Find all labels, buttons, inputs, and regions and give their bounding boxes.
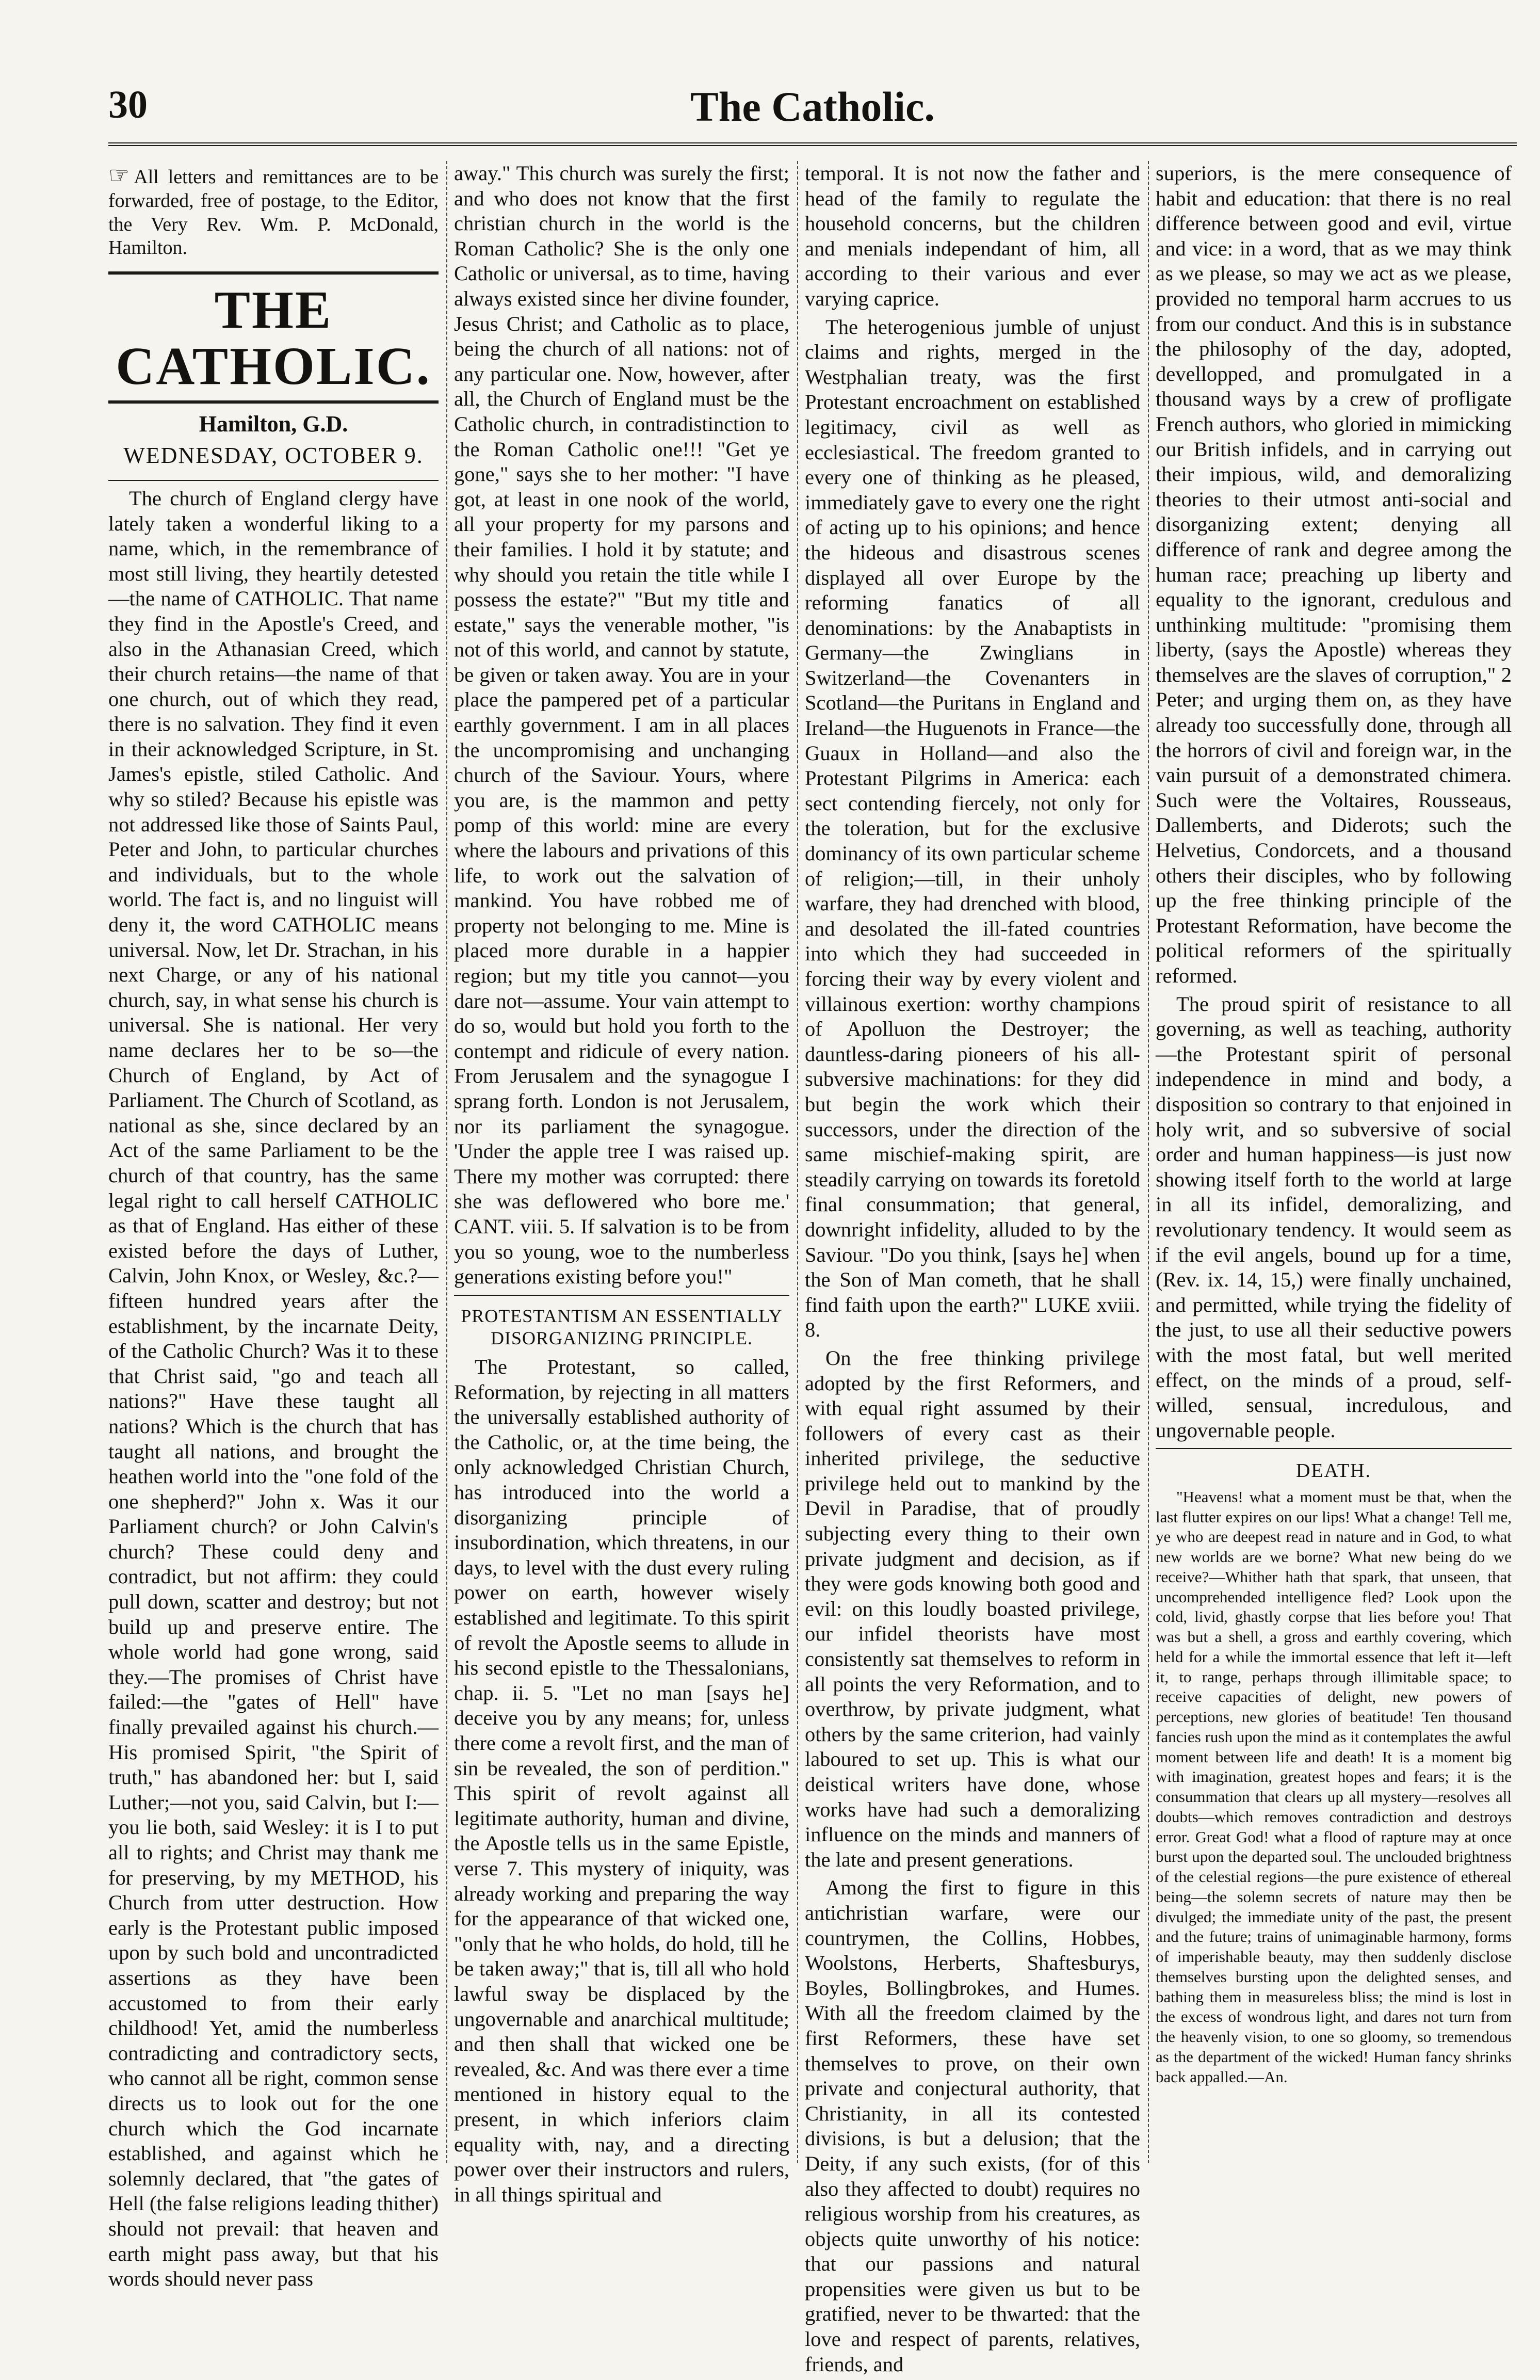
article-paragraph: Among the first to figure in this antichristian warfare, were our countrymen, the Collins, Hobbes, Woolstons, Herberts, Shaftesburys, Boyles, Bollingbrokes, and Humes. With all the freedom claimed by the first Reformers, these have set themselves to prove, on their own private and conjectural authority, that Christianity, in all its contested divisions, is but a delusion; that the Deity, if any such exists, (for of this also they affected to doubt) requires no religious worship from his creatures, as objects quite unworthy of his notice: that our passions and natural propensities were given us but to be gratified, never to be thwarted: that the love and respect of parents, relatives, friends, and: [805, 1876, 1140, 2376]
column-divider: [446, 161, 447, 2163]
article-paragraph: The heterogenious jumble of unjust claims and rights, merged in the Westphalian treaty, was the first Protestant encroachment on established legitimacy, civil as well as ecclesiastical. The freedom granted to every one of thinking as he pleased, immediately gave to every one the right of acting up to his opinions; and hence the hideous and disastrous scenes displayed all over Europe by the reforming fanatics of all denominations: by the Anabaptists in Germany—the Zwinglians in Switzerland—the Covenanters in Scotland—the Puritans in England and Ireland—the Huguenots in France—the Guaux in Holland—and also the Protestant Pilgrims in America: each sect contending fiercely, not only for the toleration, but for the exclusive dominancy of its own particular scheme of religion;—till, in their unholy warfare, they had drenched with blood, and desolated the ill-fated countries into which they had succeeded in forcing their way by every violent and villainous exertion: worthy champions of Apolluon the Destroyer; the dauntless-daring pioneers of his all-subversive machinations: for they did but begin the work which their successors, under the direction of the same mischief-making spirit, are steadily carrying on towards its foretold final consummation; that general, downright infidelity, alluded to by the Saviour. "Do you think, [says he] when the Son of Man cometh, that he shall find faith upon the earth?" LUKE xviii. 8.: [805, 315, 1140, 1342]
article-paragraph: The church of England clergy have lately taken a wonderful liking to a name, which, in the remembrance of most still living, they heartily detested—the name of CATHOLIC. That name they find in the Apostle's Creed, and also in the Athanasian Creed, which their church retains—the name of that one church, out of which they read, there is no salvation. They find it even in their acknowledged Scripture, in St. James's epistle, stiled Catholic. And why so stiled? Because his epistle was not addressed like those of Saints Paul, Peter and John, to particular churches and individuals, but to the whole world. The fact is, and no linguist will deny it, the word CATHOLIC means universal. Now, let Dr. Strachan, in his next Charge, or any of his national church, say, in what sense his church is universal. She is national. Her very name declares her to be so—the Church of England, by Act of Parliament. The Church of Scotland, as national as she, since declared by an Act of the same Parliament to be the church of that country, has the same legal right to call herself CATHOLIC as that of England. Has either of these existed before the days of Luther, Calvin, John Knox, or Wesley, &c.?—fifteen hundred years after the establishment, by the incarnate Deity, of the Catholic Church? Was it to these that Christ said, "go and teach all nations?" Have these taught all nations? Which is the church that has taught all nations, and brought the heathen world into the "one fold of the one shepherd?" John x. Was it our Parliament church? or John Calvin's church? These could deny and contradict, but not affirm: they could pull down, scatter and destroy; but not build up and preserve entire. The whole world had gone wrong, said they.—The promises of Christ have failed:—the "gates of Hell" have finally prevailed against his church.—His promised Spirit, "the Spirit of truth," has abandoned her: but I, said Luther;—not you, said Calvin, but I:—you lie both, said Wesley: it is I to put all to rights; and Christ may thank me for preserving, by my METHOD, his Church from utter destruction. How early is the Protestant public imposed upon by such bold and uncontradicted assertions as they have been accustomed to from their early childhood! Yet, amid the numberless contradicting and contradictory sects, who cannot all be right, common sense directs us to look out for the one church which the God incarnate established, and against which he solemnly declared, that "the gates of Hell (the false religions leading thither) should not prevail: that heaven and earth might pass away, but that his words should never pass: [108, 486, 439, 2291]
death-heading: DEATH.: [1295, 1460, 1372, 1482]
page-header: [108, 77, 1517, 139]
masthead-title: THE CATHOLIC.: [116, 280, 431, 396]
article-paragraph: away." This church was surely the first; and who does not know that the first christian church in the world is the Roman Catholic? She is the only one Catholic or universal, as to time, having always existed since her divine founder, Jesus Christ; and Catholic as to place, being the church of all nations: not of any particular one. Now, however, after all, the Church of England must be the Catholic church, in contradistinction to the Roman Catholic one!!! "Get ye gone," says she to her mother: "I have got, at least in one nook of the world, all your property for my parsons and their families. I hold it by statute; and why should you retain the title while I possess the estate?" "But my title and estate," says the venerable mother, "is not of this world, and cannot by statute, be given or taken away. You are in your place the pampered pet of a particular earthly government. I am in all places the uncompromising and unchanging church of the Saviour. Yours, where you are, is the mammon and petty pomp of this world: mine are every where the labours and privations of this life, to work out the salvation of mankind. You have robbed me of property not belonging to me. Mine is placed more durable in a happier region; but my title you cannot—you dare not—assume. Your vain attempt to do so, would but hold you forth to the contempt and ridicule of every nation. From Jerusalem and the synagogue I sprang forth. London is not Jerusalem, nor its parliament the synagogue. 'Under the apple tree I was raised up. There my mother was corrupted: there she was deflowered who bore me.' CANT. viii. 5. If salvation is to be from you so young, woe to the numberless generations existing before you!": [454, 162, 789, 1289]
section-rule: [1156, 1448, 1512, 1449]
masthead-rule-top: [108, 271, 439, 275]
article-paragraph: superiors, is the mere consequence of habit and education: that there is no real difference between good and evil, virtue and vice: in a word, that as we may think as we please, so may we act as we please, provided no temporal harm accrues to us from our conduct. And this is in substance the philosophy of the day, adopted, devellopped, and promulgated in a thousand ways by a crew of profligate French authors, who gloried in mimicking our British infidels, and in carrying out their impious, wild, and demoralizing theories to their utmost anti-social and disorganizing extent; denying all difference of rank and degree among the human race; preaching up liberty and equality to the ignorant, credulous and unthinking multitude: "promising them liberty, (says the Apostle) whereas they themselves are the slaves of corruption," 2 Peter; and urging them on, as they have already too successfully done, through all the horrors of civil and foreign war, in the vain pursuit of a demonstrated chimera. Such were the Voltaires, Rousseaus, Dallemberts, and Diderots; such the Helvetius, Condorcets, and a thousand others their disciples, who by following up the free thinking principle of the Protestant Reformation, have become the political reformers of the spiritually reformed.: [1156, 162, 1512, 987]
section-rule: [454, 1295, 789, 1296]
article-paragraph: On the free thinking privilege adopted by the first Reformers, and with equal right assumed by their followers of every cast as their inherited privilege, the seductive privilege held out to mankind by the Devil in Paradise, that of proudly subjecting every thing to their own private judgment and decision, as if they were gods knowing both good and evil: on this loudly boasted privilege, our infidel theorists have most consistently sat themselves to reform in all points the very Reformation, and to overthrow, by private judgment, what others by the same criterion, had vainly laboured to set up. This is what our deistical writers have done, whose works have had such a demoralizing influence on the minds and manners of the late and present generations.: [805, 1346, 1140, 1871]
column-2: [454, 161, 789, 2210]
date-rule: [108, 480, 439, 481]
death-paragraph: "Heavens! what a moment must be that, when the last flutter expires on our lips! What a change! Tell me, ye who are deepest read in nature and in God, to what new worlds are we borne? What new being do we receive?—Whither hath that spark, that unseen, that uncomprehended intelligence fled? Look upon the cold, livid, ghastly corpse that lies before you! That was but a shell, a gross and earthly covering, which held for a while the immortal essence that left it—left it, to range, perhaps through illimitable space; to receive capacities of delight, new powers of perceptions, new glories of beatitude! Ten thousand fancies rush upon the mind as it contemplates the awful moment between life and death! It is a moment big with imagination, greatest hopes and fears; it is the consummation that clears up all mystery—resolves all doubts—which removes contradiction and destroys error. Great God! what a flood of rapture may at once burst upon the departed soul. The unclouded brightness of the celestial regions—the pure existence of ethereal being—the solemn secrets of nature may then be divulged; the immediate unity of the past, the present and the future; trains of unimaginable harmony, forms of imperishable beauty, may then suddenly disclose themselves bursting upon the delighted senses, and bathing them in measureless bliss; the mind is lost in the excess of wondrous light, and dares not turn from the heavenly vision, to one so gloomy, so tremendous as the department of the wicked! Human fancy shrinks back appalled.—An.: [1156, 1487, 1512, 2086]
article-paragraph: The proud spirit of resistance to all governing, as well as teaching, authority—the Protestant spirit of personal independence in mind and body, a disposition so contrary to that enjoined in holy writ, and so subversive of social order and human happiness—is just now showing itself forth to the world at large in all its infidel, demoralizing, and revolutionary tendency. It would seem as if the evil angels, bound up for a time, (Rev. ix. 14, 15,) were finally unchained, and permitted, while trying the fidelity of the just, to use all their seductive powers with the most fatal, but well merited effect, on the minds of a proud, self-willed, sensual, incredulous, and ungovernable people.: [1156, 992, 1512, 1442]
running-title: The Catholic.: [690, 83, 935, 130]
section-heading: PROTESTANTISM AN ESSENTIALLY DISORGANIZING PRINCIPLE.: [461, 1305, 783, 1348]
notice-text: All letters and remittances are to be forwarded, free of postage, to the Editor, the Very Rev. Wm. P. McDonald, Hamilton.: [108, 166, 439, 259]
column-1: [108, 161, 439, 2295]
dateline-place: Hamilton, G.D.: [199, 411, 348, 437]
column-divider: [797, 161, 798, 2163]
column-3: [805, 161, 1140, 2380]
article-paragraph: The Protestant, so called, Reformation, by rejecting in all matters the universally established authority of the Catholic, or, at the time being, the only acknowledged Christian Church, has introduced into the world a disorganizing principle of insubordination, which threatens, in our days, to level with the dust every ruling power on earth, however wisely established and legitimate. To this spirit of revolt the Apostle seems to allude in his second epistle to the Thessalonians, chap. ii. 5. "Let no man [says he] deceive you by any means; for, unless there come a revolt first, and the man of sin be revealed, the son of perdition." This spirit of revolt against all legitimate authority, human and divine, the Apostle tells us in the same Epistle, verse 7. This mystery of iniquity, was already working and preparing the way for the appearance of that wicked one, "only that he who holds, do hold, till he be taken away;" that is, till all who hold lawful sway be displaced by the ungovernable and anarchical multitude; and then shall that wicked one be revealed, &c. And was there ever a time mentioned in history equal to the present, in which inferiors claim equality with, nay, and a directing power over their instructors and rulers, in all things spiritual and: [454, 1355, 789, 2206]
column-divider: [1148, 161, 1149, 2163]
column-4: [1156, 161, 1512, 2090]
article-paragraph: temporal. It is not now the father and head of the family to regulate the household concerns, but the children and menials independant of him, all according to their various and ever varying caprice.: [805, 162, 1140, 310]
page-number: 30: [108, 83, 148, 126]
dateline-date: WEDNESDAY, OCTOBER 9.: [123, 443, 424, 469]
header-rule: [108, 142, 1517, 149]
masthead-rule-bottom: [108, 400, 439, 404]
pointing-hand-icon: ☞: [108, 162, 130, 188]
editor-notice: [108, 161, 439, 260]
